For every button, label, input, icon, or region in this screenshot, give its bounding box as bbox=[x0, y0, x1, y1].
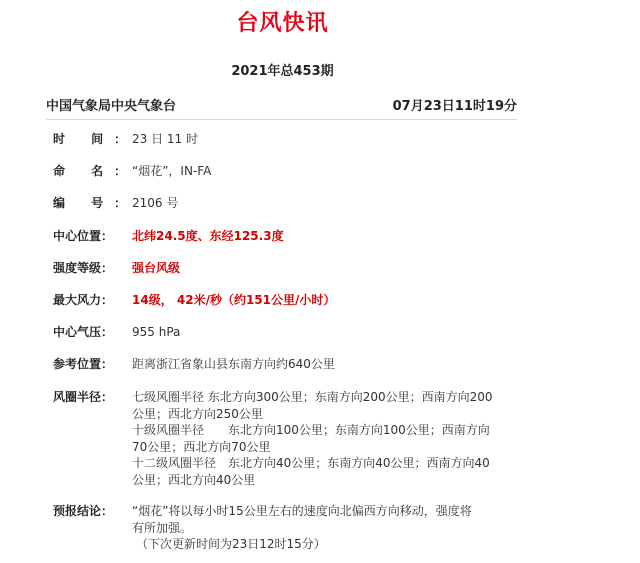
radius-line: 公里；西北方向40公里 bbox=[132, 472, 256, 487]
field-label: 预报结论： bbox=[53, 504, 114, 518]
radius-line: 七级风圈半径 东北方向300公里；东南方向200公里；西南方向200 bbox=[132, 390, 493, 404]
forecast-line: “烟花”将以每小时15公里左右的速度向北偏西方向移动，强度将 bbox=[132, 504, 472, 518]
field-label: 编 号： bbox=[53, 196, 138, 210]
forecast-line: 有所加强。 bbox=[132, 520, 193, 535]
field-value bbox=[132, 389, 517, 488]
radius-line: 十级风圈半径 东北方向100公里；东南方向100公里；西南方向 bbox=[132, 423, 490, 437]
field-label: 中心气压： bbox=[53, 325, 114, 339]
field-label: 强度等级： bbox=[53, 261, 114, 275]
field-label: 最大风力： bbox=[53, 293, 114, 307]
agency-name: 中国气象局中央气象台 bbox=[46, 99, 177, 114]
field-value: 955 hPa bbox=[132, 325, 181, 339]
field-value: 北纬24.5度、东经125.3度 bbox=[132, 229, 284, 243]
field-value: 23 日 11 时 bbox=[132, 132, 198, 146]
issue-number: 2021年总453期 bbox=[231, 64, 334, 79]
radius-line: 公里；西北方向250公里 bbox=[132, 406, 263, 421]
field-value bbox=[132, 503, 517, 553]
page-title: 台风快讯 bbox=[236, 11, 329, 36]
field-label: 参考位置： bbox=[53, 357, 114, 371]
field-label: 中心位置： bbox=[53, 229, 114, 243]
bulletin-header bbox=[46, 95, 517, 120]
next-update-note: （下次更新时间为23日12时15分） bbox=[136, 537, 326, 551]
field-value: 14级， 42米/秒（约151公里/小时） bbox=[132, 293, 336, 307]
radius-line: 十二级风圈半径 东北方向40公里；东南方向40公里；西南方向40 bbox=[132, 456, 490, 470]
issued-time: 07月23日11时19分 bbox=[392, 99, 517, 114]
field-value: 2106 号 bbox=[132, 196, 179, 210]
field-label: 时 间： bbox=[53, 132, 138, 146]
field-value: 强台风级 bbox=[132, 261, 181, 275]
field-value: “烟花”，IN-FA bbox=[132, 164, 212, 178]
field-value: 距离浙江省象山县东南方向约640公里 bbox=[132, 357, 335, 371]
radius-line: 70公里；西北方向70公里 bbox=[132, 439, 271, 454]
field-label: 风圈半径： bbox=[53, 390, 114, 404]
field-label: 命 名： bbox=[53, 164, 138, 178]
